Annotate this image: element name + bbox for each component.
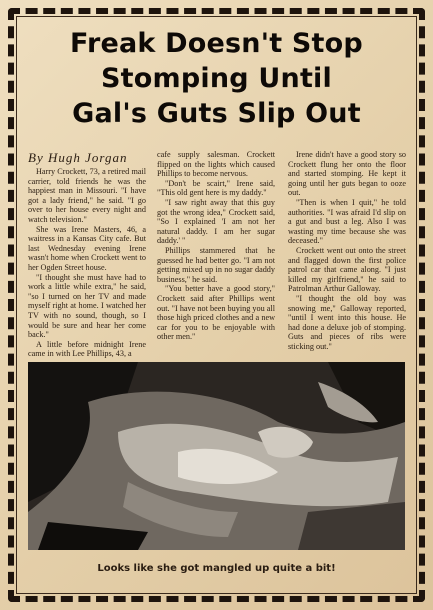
photo-caption: Looks like she got mangled up quite a bit!: [97, 563, 336, 574]
paragraph: "Don't be scairt," Irene said, "This old gent here is my daddy.": [157, 178, 275, 198]
paragraph: Irene didn't have a good story so Crockett flung her onto the floor and started stomping. He kept it going until her guts began to ooze out.: [288, 150, 406, 198]
paragraph: "I saw right away that this guy got the wrong idea," Crockett said, "So I explained 'I am not her natural daddy. I am her sugar daddy.' ": [157, 197, 275, 246]
paragraph: Harry Crockett, 73, a retired mail carrier, told friends he was the happiest man in Missouri. "I have got a lady friend," he said. "I go over to her house every night and watch television.": [28, 167, 146, 224]
paragraph: "You better have a good story," Crockett said after Phillips went out. "I have not been buying you all those high priced clothes and a new car for you to be enjoyable with other men.": [157, 284, 275, 342]
paragraph: "Then is when I quit," he told authorities. "I was afraid I'd slip on a gut and bust a leg. Also I was wasting my time because she was deceased.": [288, 197, 406, 246]
paragraph: "I thought she must have had to work a little while extra," he said, "so I turned on her TV and made myself right at home. I watched her TV with no sound, though, so I would be sure and hear her come back.": [28, 272, 146, 340]
article-column-1: [28, 167, 146, 363]
paragraph: A little before midnight Irene came in with Lee Phillips, 43, a: [28, 339, 146, 359]
photo-illustration: [28, 362, 405, 550]
paragraph: "I thought the old boy was snowing me," Galloway reported, "until I went into this house. He had done a deluxe job of stomping. Guts and pieces of ribs were sticking out.": [288, 293, 406, 351]
paragraph: Phillips stammered that he guessed he had better go. "I am not getting mixed up in no sugar daddy business," he said.: [157, 245, 275, 284]
headline-line-1: Freak Doesn't Stop: [70, 28, 363, 59]
paragraph: Crockett went out onto the street and flagged down the first police patrol car that came along. "I just killed my girlfriend," he said to Patrolman Arthur Galloway.: [288, 245, 406, 294]
news-photo: [28, 362, 405, 550]
headline-line-2: Stomping Until: [101, 63, 332, 94]
paragraph: She was Irene Masters, 46, a waitress in a Kansas City cafe. But last Wednesday evening Irene wasn't home when Crockett went to her Ogden Street house.: [28, 224, 146, 272]
headline: [22, 26, 411, 131]
headline-line-3: Gal's Guts Slip Out: [72, 98, 361, 129]
article-column-3: [288, 150, 406, 362]
byline: By Hugh Jorgan: [28, 150, 128, 165]
article-column-2: [157, 150, 275, 362]
paragraph: cafe supply salesman. Crockett flipped on the lights which caused Phillips to become nervous.: [157, 150, 275, 179]
